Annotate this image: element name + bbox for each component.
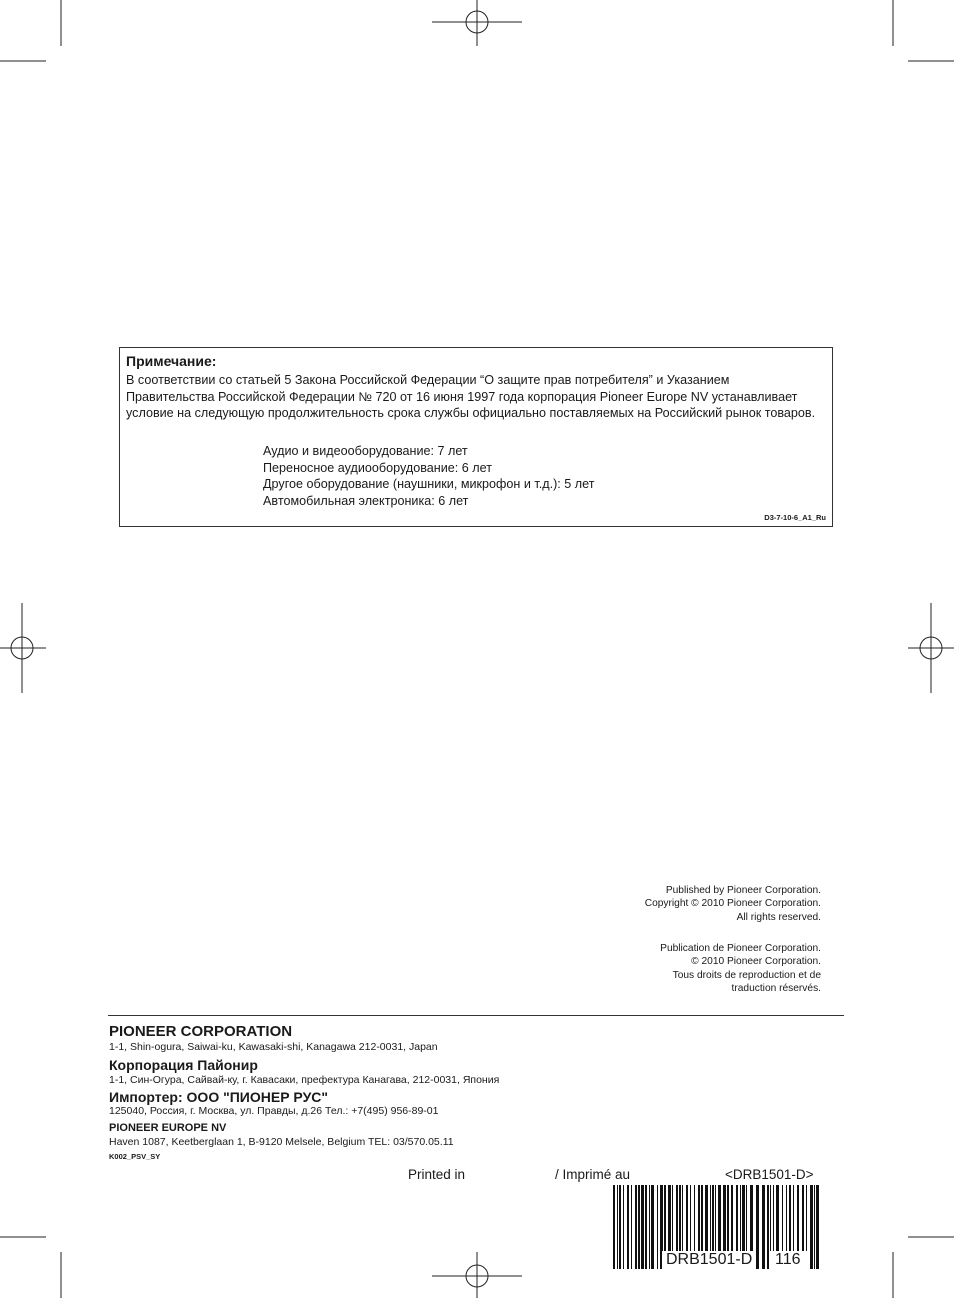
barcode-bar	[810, 1185, 813, 1269]
publisher-line: Publication de Pioneer Corporation.	[660, 943, 821, 954]
publisher-french	[660, 942, 821, 996]
copyright-line: © 2010 Pioneer Corporation.	[691, 956, 821, 968]
doc-code: <DRB1501-D>	[725, 1167, 814, 1182]
imprime-au: / Imprimé au	[555, 1167, 631, 1182]
europe-name: PIONEER EUROPE NV	[109, 1122, 227, 1134]
barcode-bar	[623, 1185, 624, 1269]
importer-address: 125040, Россия, г. Москва, ул. Правды, д.26 Тел.: +7(495) 956-89-01	[109, 1105, 439, 1117]
rights-line: All rights reserved.	[736, 911, 821, 923]
barcode-bar	[613, 1185, 615, 1269]
barcode-bar	[649, 1185, 650, 1269]
note-paragraph: В соответствии со статьей 5 Закона Российской Федерации “О защите прав потребителя” и Указанием Правительства Российской Федерации № 720 от 16 июня 1997 года корпорация Pioneer Europe NV устанавливает условие на следующую продолжительность срока службы официально поставляемых на Российский рынок товаров.	[126, 373, 816, 420]
barcode-bar	[641, 1185, 644, 1269]
note-title: Примечание:	[126, 353, 217, 369]
printed-in: Printed in	[408, 1167, 466, 1182]
barcode-bar	[645, 1185, 647, 1269]
barcode-bar	[617, 1185, 618, 1269]
note-code: D3-7-10-6_A1_Ru	[764, 513, 826, 522]
barcode-bar	[651, 1185, 654, 1269]
barcode-bar	[814, 1185, 815, 1269]
barcode-bar	[619, 1185, 621, 1269]
rights-line: traduction réservés.	[731, 983, 821, 995]
barcode-bar	[762, 1185, 765, 1269]
barcode-bar	[638, 1185, 640, 1269]
importer-name: Импортер: ООО "ПИОНЕР РУС"	[109, 1089, 329, 1105]
list-item: Переносное аудиооборудование: 6 лет	[263, 460, 492, 475]
company-name: PIONEER CORPORATION	[109, 1023, 293, 1040]
barcode-bar	[657, 1185, 658, 1269]
list-item: Аудио и видеооборудование: 7 лет	[263, 444, 468, 458]
copyright-line: Copyright © 2010 Pioneer Corporation.	[644, 898, 821, 910]
company-address-ru: 1-1, Син-Огура, Сайвай-ку, г. Кавасаки, префектура Канагава, 212-0031, Япония	[109, 1074, 500, 1086]
note-box	[119, 347, 833, 527]
barcode-bar	[756, 1185, 759, 1269]
company-name-ru: Корпорация Пайонир	[109, 1057, 258, 1073]
publisher-line: Published by Pioneer Corporation.	[665, 885, 821, 896]
rights-line: Tous droits de reproduction et de	[672, 969, 821, 981]
barcode-bar	[627, 1185, 629, 1269]
barcode-bar	[816, 1185, 819, 1269]
list-item: Другое оборудование (наушники, микрофон и т.д.): 5 лет	[263, 477, 595, 492]
barcode-bar	[631, 1185, 632, 1269]
barcode-text: DRB1501-D	[662, 1251, 756, 1269]
list-item: Автомобильная электроника: 6 лет	[263, 493, 469, 508]
company-address: 1-1, Shin-ogura, Saiwai-ku, Kawasaki-shi, Kanagawa 212-0031, Japan	[109, 1041, 438, 1053]
company-code: K002_PSV_SY	[109, 1152, 161, 1161]
divider	[108, 1015, 844, 1016]
page-number: 116	[769, 1251, 807, 1269]
europe-address: Haven 1087, Keetberglaan 1, B-9120 Melsele, Belgium TEL: 03/570.05.11	[109, 1136, 454, 1148]
service-life-list	[263, 443, 595, 509]
publisher-english	[645, 884, 821, 924]
barcode-bar	[635, 1185, 637, 1269]
